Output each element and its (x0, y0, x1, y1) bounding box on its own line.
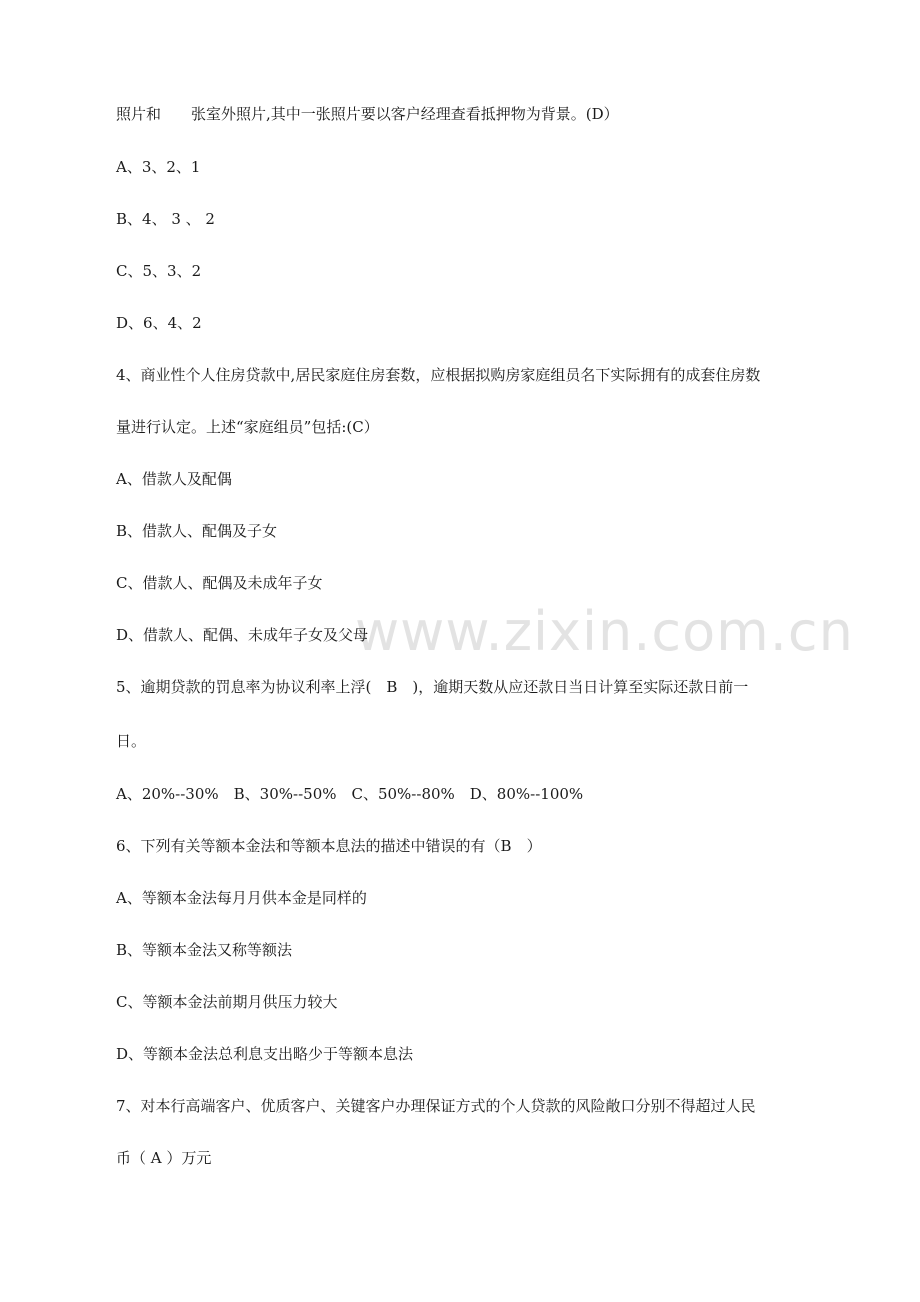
option-c-q3: C、5、3、2 (116, 262, 202, 280)
option-d-q4: D、借款人、配偶、未成年子女及父母 (116, 626, 369, 644)
question-5-line-1: 5、逾期贷款的罚息率为协议利率上浮( B )，逾期天数从应还款日当日计算至实际还款日前一 (116, 678, 749, 696)
question-7-line-2: 币（ A ）万元 (116, 1149, 212, 1167)
question-5-line-2: 日。 (116, 732, 147, 750)
option-b-q3: B、4、 3 、 2 (116, 210, 215, 228)
question-7-line-1: 7、对本行高端客户、优质客户、关键客户办理保证方式的个人贷款的风险敞口分别不得超过人民 (116, 1097, 756, 1115)
option-b-q6: B、等额本金法又称等额法 (116, 941, 293, 959)
text-line-photo-requirement: 照片和 张室外照片,其中一张照片要以客户经理查看抵押物为背景。(D） (116, 105, 619, 123)
question-4-line-2: 量进行认定。上述“家庭组员”包括:(C） (116, 418, 379, 436)
question-6: 6、下列有关等额本金法和等额本息法的描述中错误的有（B ） (116, 837, 542, 855)
option-a-q6: A、等额本金法每月月供本金是同样的 (116, 889, 367, 907)
option-a-q4: A、借款人及配偶 (116, 470, 232, 488)
question-4-line-1: 4、商业性个人住房贷款中,居民家庭住房套数，应根据拟购房家庭组员名下实际拥有的成套住房数 (116, 366, 761, 384)
option-d-q6: D、等额本金法总利息支出略少于等额本息法 (116, 1045, 414, 1063)
options-q5: A、20%--30% B、30%--50% C、50%--80% D、80%--100% (116, 785, 584, 803)
watermark: www.zixin.com.cn (355, 600, 854, 663)
option-b-q4: B、借款人、配偶及子女 (116, 522, 278, 540)
option-c-q4: C、借款人、配偶及未成年子女 (116, 574, 323, 592)
option-c-q6: C、等额本金法前期月供压力较大 (116, 993, 338, 1011)
option-d-q3: D、6、4、2 (116, 314, 202, 332)
option-a-q3: A、3、2、1 (116, 158, 201, 176)
